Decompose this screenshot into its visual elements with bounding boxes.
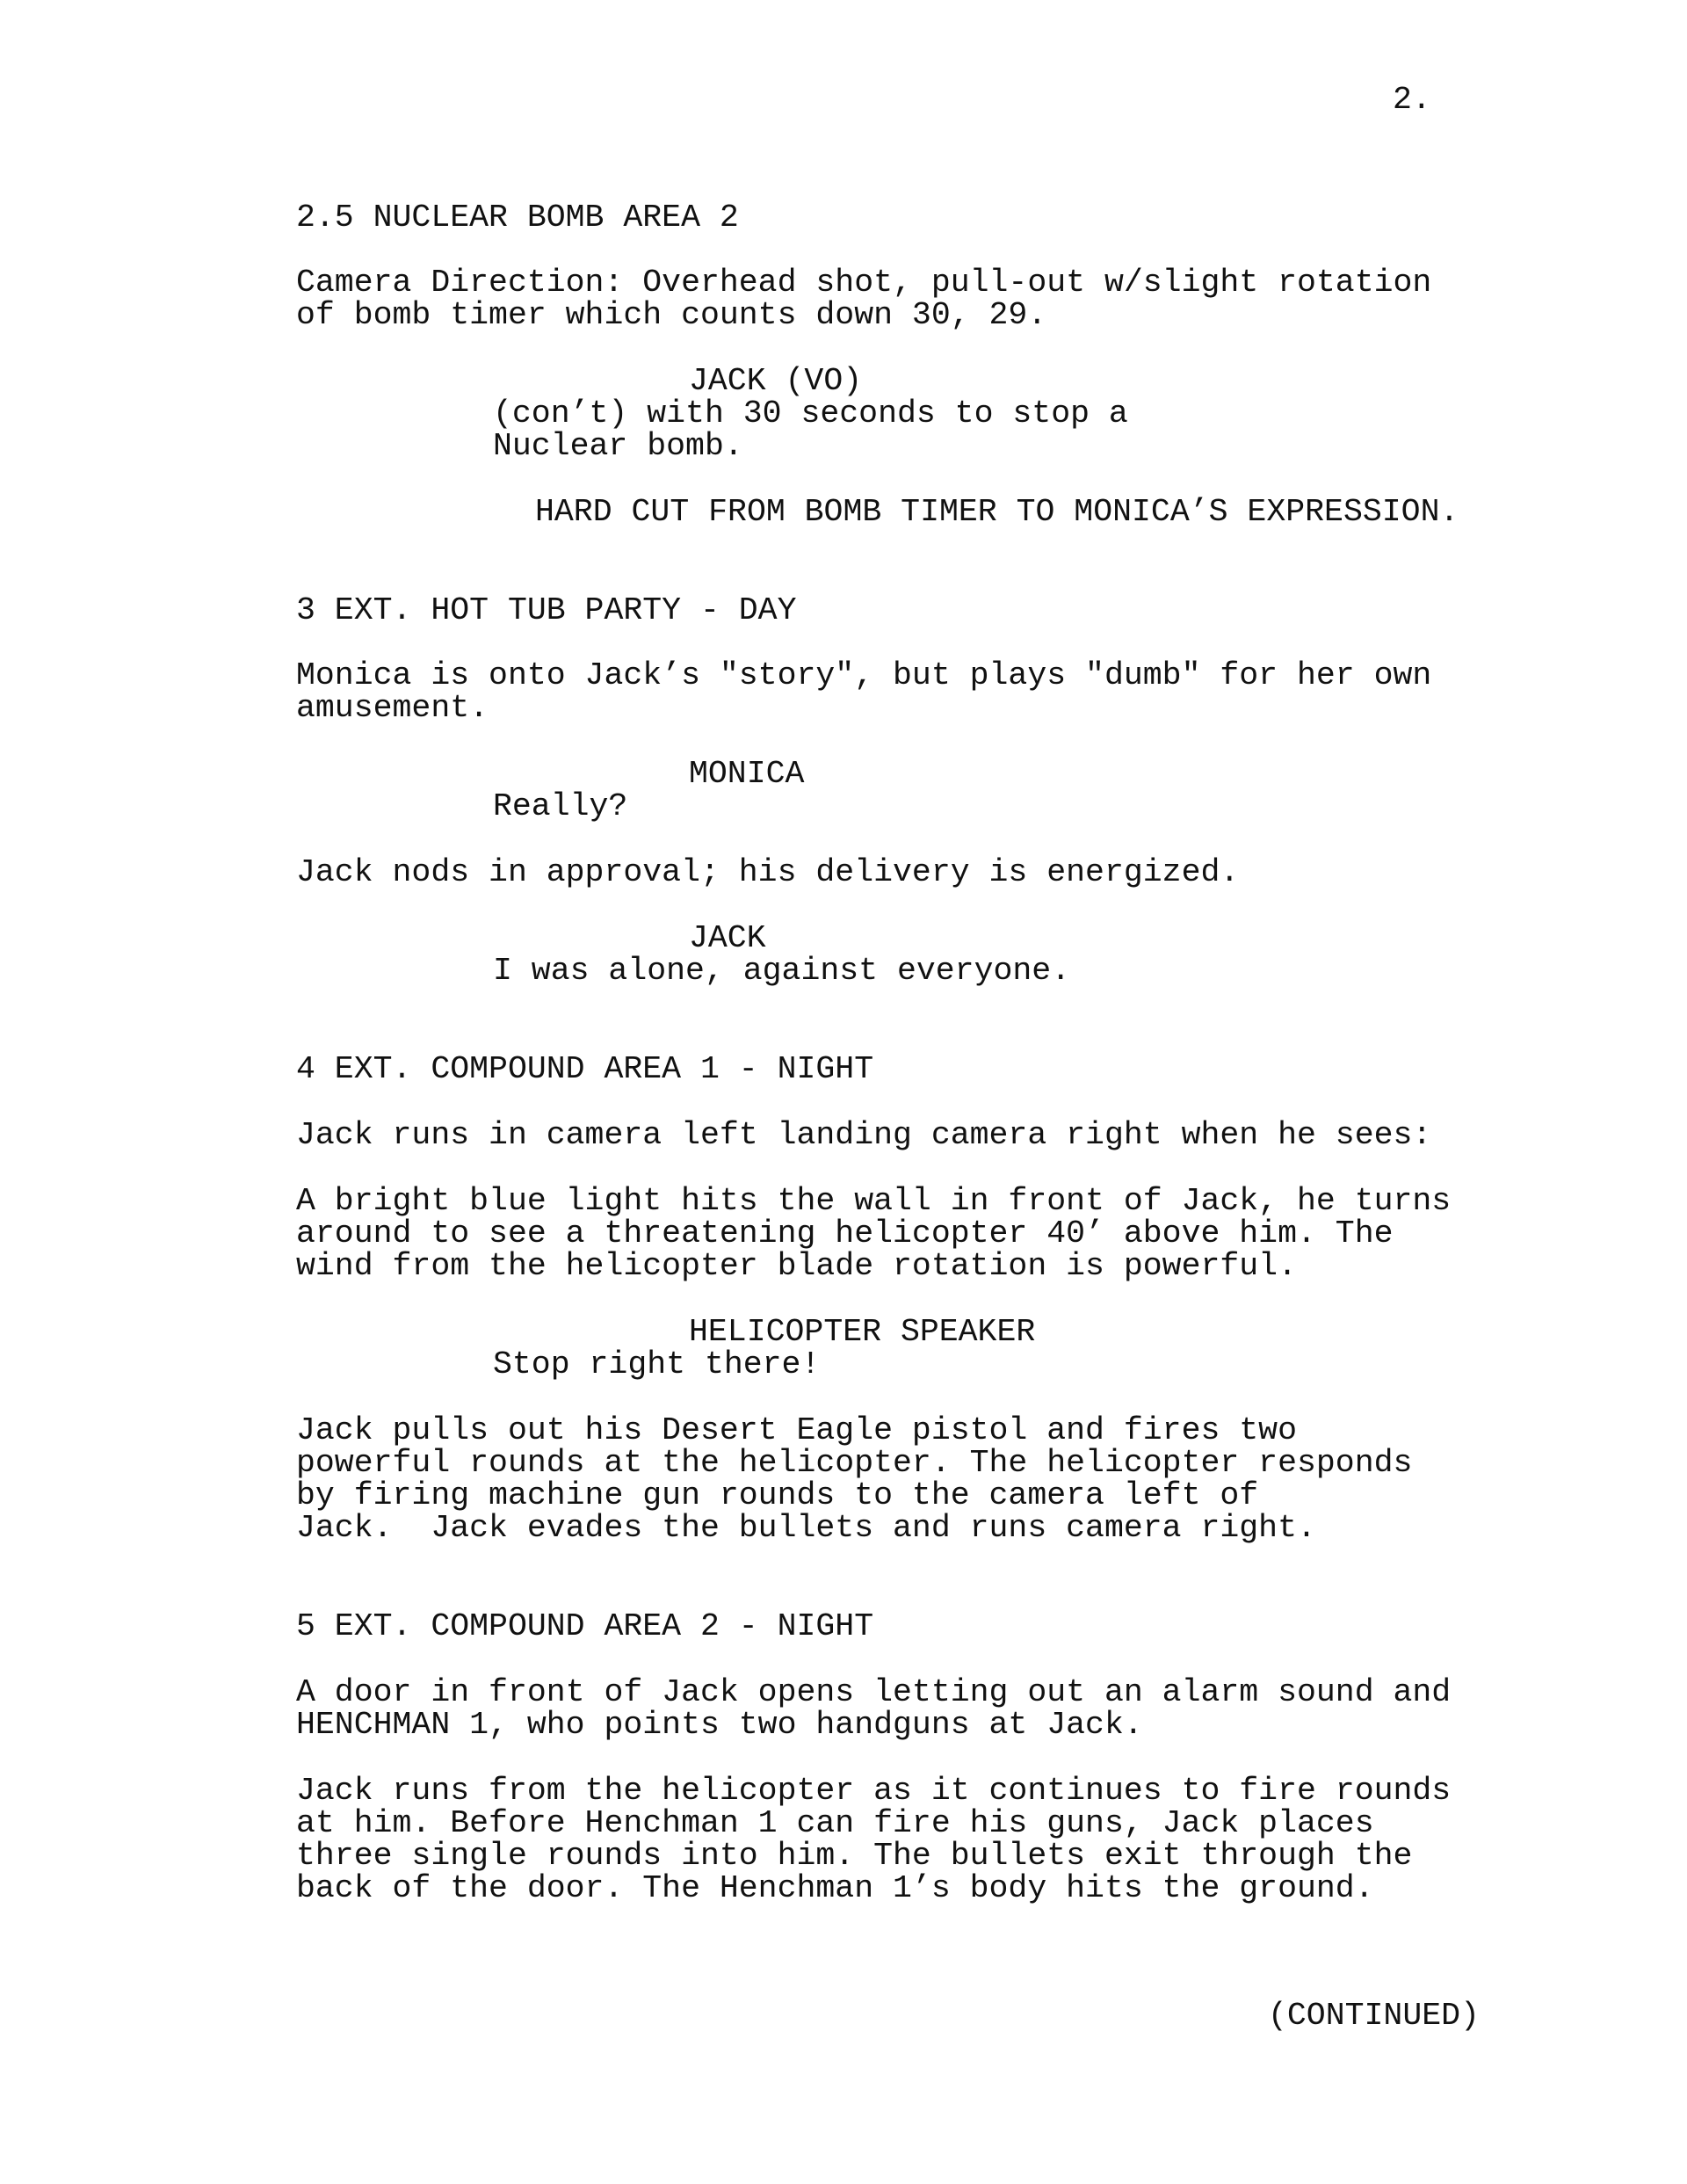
action-line: wind from the helicopter blade rotation is powerful. (296, 1248, 1297, 1284)
character-name: JACK (689, 920, 766, 956)
action-line: by firing machine gun rounds to the camera left of (296, 1477, 1259, 1513)
scene-heading: 2.5 NUCLEAR BOMB AREA 2 (296, 200, 739, 236)
transition: HARD CUT FROM BOMB TIMER TO MONICA’S EXPRESSION. (535, 494, 1459, 530)
action-line: Jack. Jack evades the bullets and runs camera right. (296, 1510, 1316, 1546)
character-name: JACK (VO) (689, 363, 863, 399)
scene-heading: 4 EXT. COMPOUND AREA 1 - NIGHT (296, 1051, 874, 1087)
action-line: Jack runs from the helicopter as it continues to fire rounds (296, 1773, 1452, 1809)
action-line: three single rounds into him. The bullets exit through the (296, 1838, 1413, 1874)
scene-heading: 5 EXT. COMPOUND AREA 2 - NIGHT (296, 1608, 874, 1644)
action-line: A bright blue light hits the wall in front of Jack, he turns (296, 1183, 1452, 1219)
action-line: of bomb timer which counts down 30, 29. (296, 297, 1047, 333)
action-line: around to see a threatening helicopter 40’ above him. The (296, 1215, 1394, 1252)
action-line: Jack nods in approval; his delivery is energized. (296, 854, 1240, 890)
dialogue-line: I was alone, against everyone. (493, 953, 1071, 989)
scene-heading: 3 EXT. HOT TUB PARTY - DAY (296, 592, 797, 628)
action-line: A door in front of Jack opens letting out an alarm sound and (296, 1674, 1452, 1710)
character-name: MONICA (689, 756, 805, 792)
page-number: 2. (1393, 82, 1431, 118)
action-line: Jack pulls out his Desert Eagle pistol and fires two (296, 1412, 1297, 1448)
dialogue-line: Stop right there! (493, 1346, 821, 1382)
action-line: back of the door. The Henchman 1’s body hits the ground. (296, 1870, 1374, 1906)
action-line: powerful rounds at the helicopter. The helicopter responds (296, 1445, 1413, 1481)
dialogue-line: Nuclear bomb. (493, 428, 743, 464)
action-line: Jack runs in camera left landing camera right when he sees: (296, 1117, 1432, 1153)
character-name: HELICOPTER SPEAKER (689, 1314, 1036, 1350)
dialogue-line: Really? (493, 788, 628, 824)
action-line: at him. Before Henchman 1 can fire his guns, Jack places (296, 1805, 1374, 1841)
action-line: HENCHMAN 1, who points two handguns at Jack. (296, 1707, 1143, 1743)
action-line: Monica is onto Jack’s "story", but plays "dumb" for her own (296, 657, 1432, 693)
action-line: amusement. (296, 690, 489, 726)
dialogue-line: (con’t) with 30 seconds to stop a (493, 395, 1128, 432)
continued-marker: (CONTINUED) (1268, 1998, 1480, 2034)
action-line: Camera Direction: Overhead shot, pull-out w/slight rotation (296, 265, 1432, 301)
